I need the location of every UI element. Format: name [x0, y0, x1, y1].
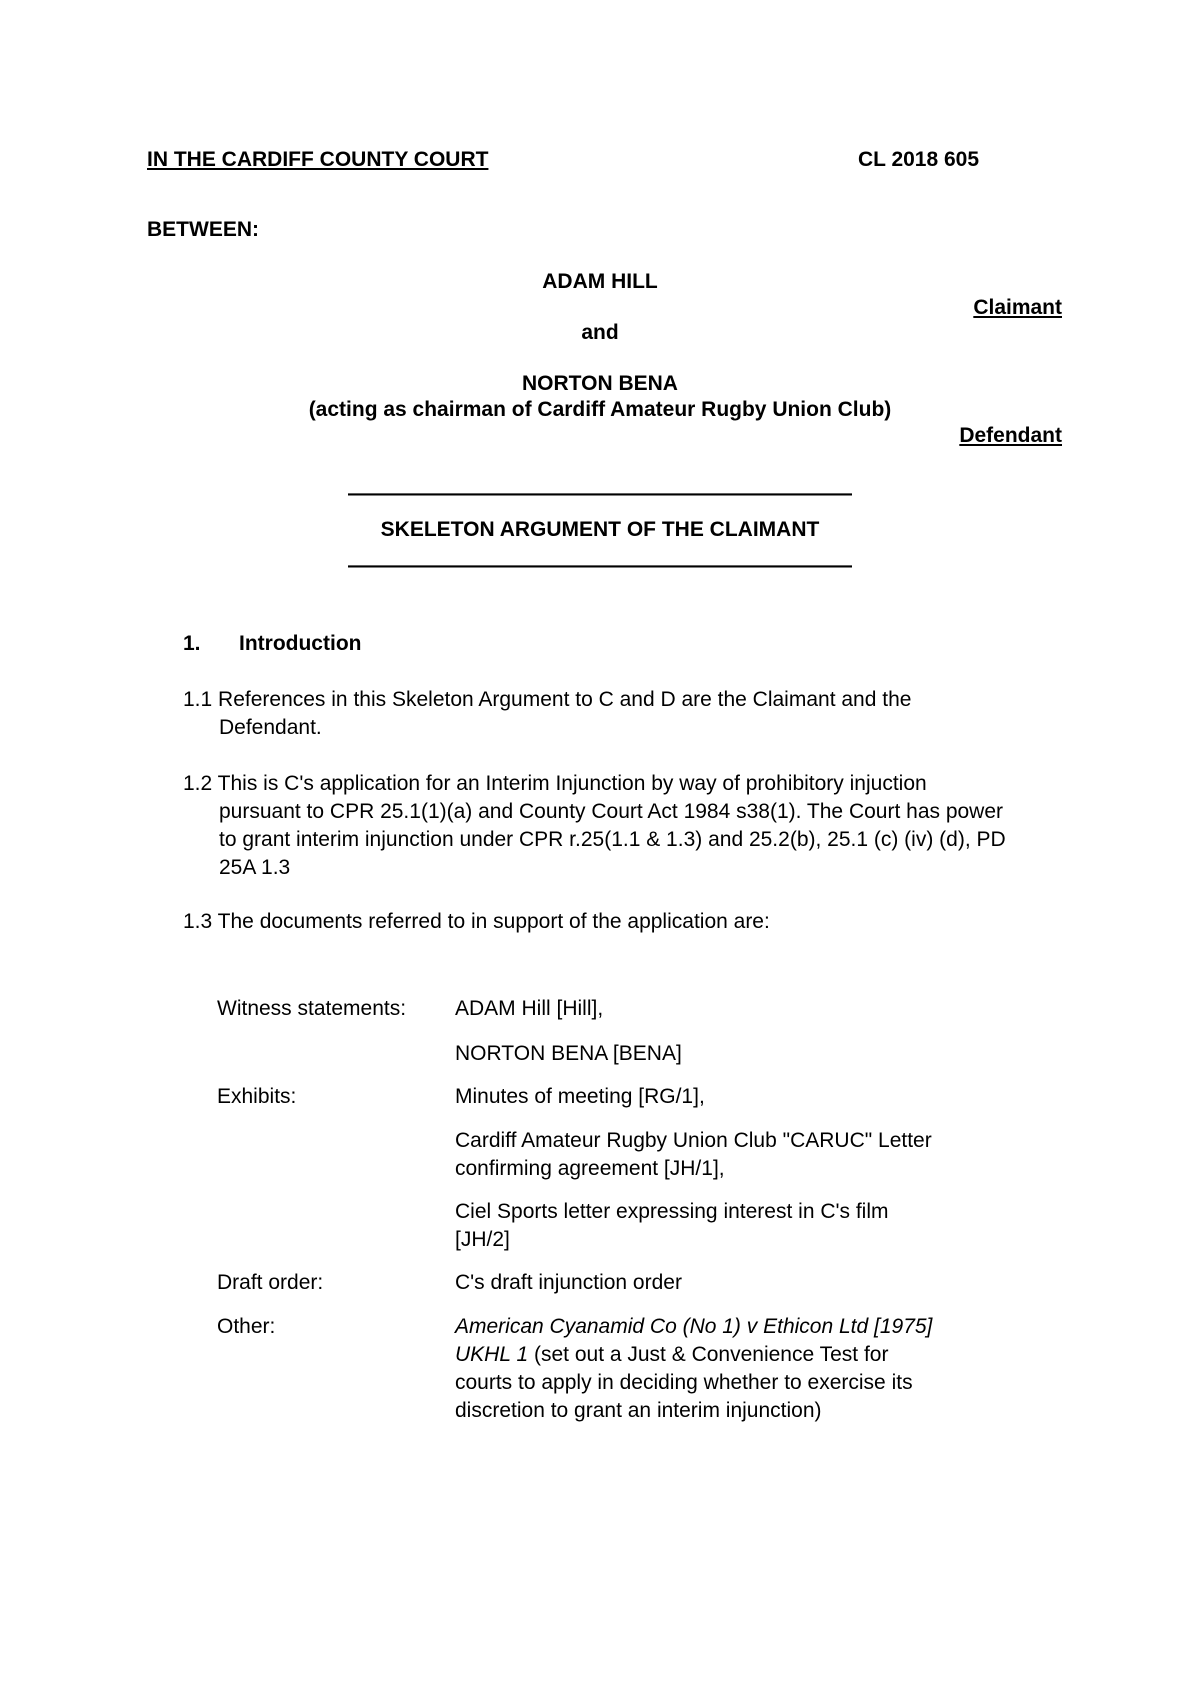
paragraph-text: The documents referred to in support of the application are:: [217, 910, 770, 933]
witness-statement-2: NORTON BENA [BENA]: [455, 1042, 682, 1065]
between-label: BETWEEN:: [147, 218, 259, 241]
case-citation-line-1: American Cyanamid Co (No 1) v Ethicon Ltd [1975]: [455, 1315, 933, 1338]
document-title: SKELETON ARGUMENT OF THE CLAIMANT: [380, 518, 820, 541]
authority-description: (set out a Just & Convenience Test for: [528, 1343, 889, 1366]
paragraph-text-cont: to grant interim injunction under CPR r.25(1.1 & 1.3) and 25.2(b), 25.1 (c) (iv) (d), PD: [219, 828, 1006, 851]
paragraph-1-1: [183, 686, 1063, 742]
claimant-name: ADAM HILL: [542, 270, 658, 293]
section-number: 1.: [183, 632, 201, 655]
case-citation-line-2: UKHL 1: [455, 1343, 529, 1366]
exhibit-3-line-1: Ciel Sports letter expressing interest in C's film: [455, 1200, 889, 1223]
witness-statements-label: Witness statements:: [217, 997, 407, 1020]
exhibit-2-line-2: confirming agreement [JH/1],: [455, 1157, 725, 1180]
case-number: CL 2018 605: [858, 148, 980, 171]
other-label: Other:: [217, 1315, 276, 1338]
title-rule-top: ————————————————————————: [348, 482, 852, 505]
exhibit-2-line-1: Cardiff Amateur Rugby Union Club "CARUC" Letter: [455, 1129, 932, 1152]
paragraph-number: 1.2: [183, 772, 213, 795]
paragraph-number: 1.3: [183, 910, 213, 933]
exhibit-1: Minutes of meeting [RG/1],: [455, 1085, 705, 1108]
exhibit-3-line-2: [JH/2]: [455, 1228, 510, 1251]
title-rule-bottom: ————————————————————————: [348, 554, 852, 577]
conjunction-and: and: [581, 321, 619, 344]
exhibit-2: [455, 1127, 975, 1183]
authority-description-line-3: courts to apply in deciding whether to exercise its: [455, 1371, 913, 1394]
paragraph-text: This is C's application for an Interim Injunction by way of prohibitory injuction: [217, 772, 927, 795]
paragraph-text-cont: 25A 1.3: [219, 856, 291, 879]
witness-statement-1: ADAM Hill [Hill],: [455, 997, 604, 1020]
authority-line-2: [455, 1341, 975, 1369]
exhibit-3: [455, 1198, 975, 1254]
court-name: IN THE CARDIFF COUNTY COURT: [147, 148, 489, 171]
draft-order-label: Draft order:: [217, 1271, 324, 1294]
draft-order-value: C's draft injunction order: [455, 1271, 682, 1294]
paragraph-text-cont: Defendant.: [219, 716, 322, 739]
defendant-capacity: (acting as chairman of Cardiff Amateur Rugby Union Club): [308, 398, 892, 421]
paragraph-1-3: [183, 908, 1063, 936]
other-authority: [455, 1313, 975, 1425]
section-heading: Introduction: [239, 632, 362, 655]
defendant-name: NORTON BENA: [522, 372, 678, 395]
defendant-role: Defendant: [959, 424, 1062, 447]
paragraph-text: References in this Skeleton Argument to C and D are the Claimant and the: [218, 688, 912, 711]
authority-description-line-4: discretion to grant an interim injunction): [455, 1399, 822, 1422]
paragraph-number: 1.1: [183, 688, 213, 711]
paragraph-text-cont: pursuant to CPR 25.1(1)(a) and County Court Act 1984 s38(1). The Court has power: [219, 800, 1004, 823]
claimant-role: Claimant: [973, 296, 1062, 319]
exhibits-label: Exhibits:: [217, 1085, 297, 1108]
paragraph-1-2: [183, 770, 1063, 882]
